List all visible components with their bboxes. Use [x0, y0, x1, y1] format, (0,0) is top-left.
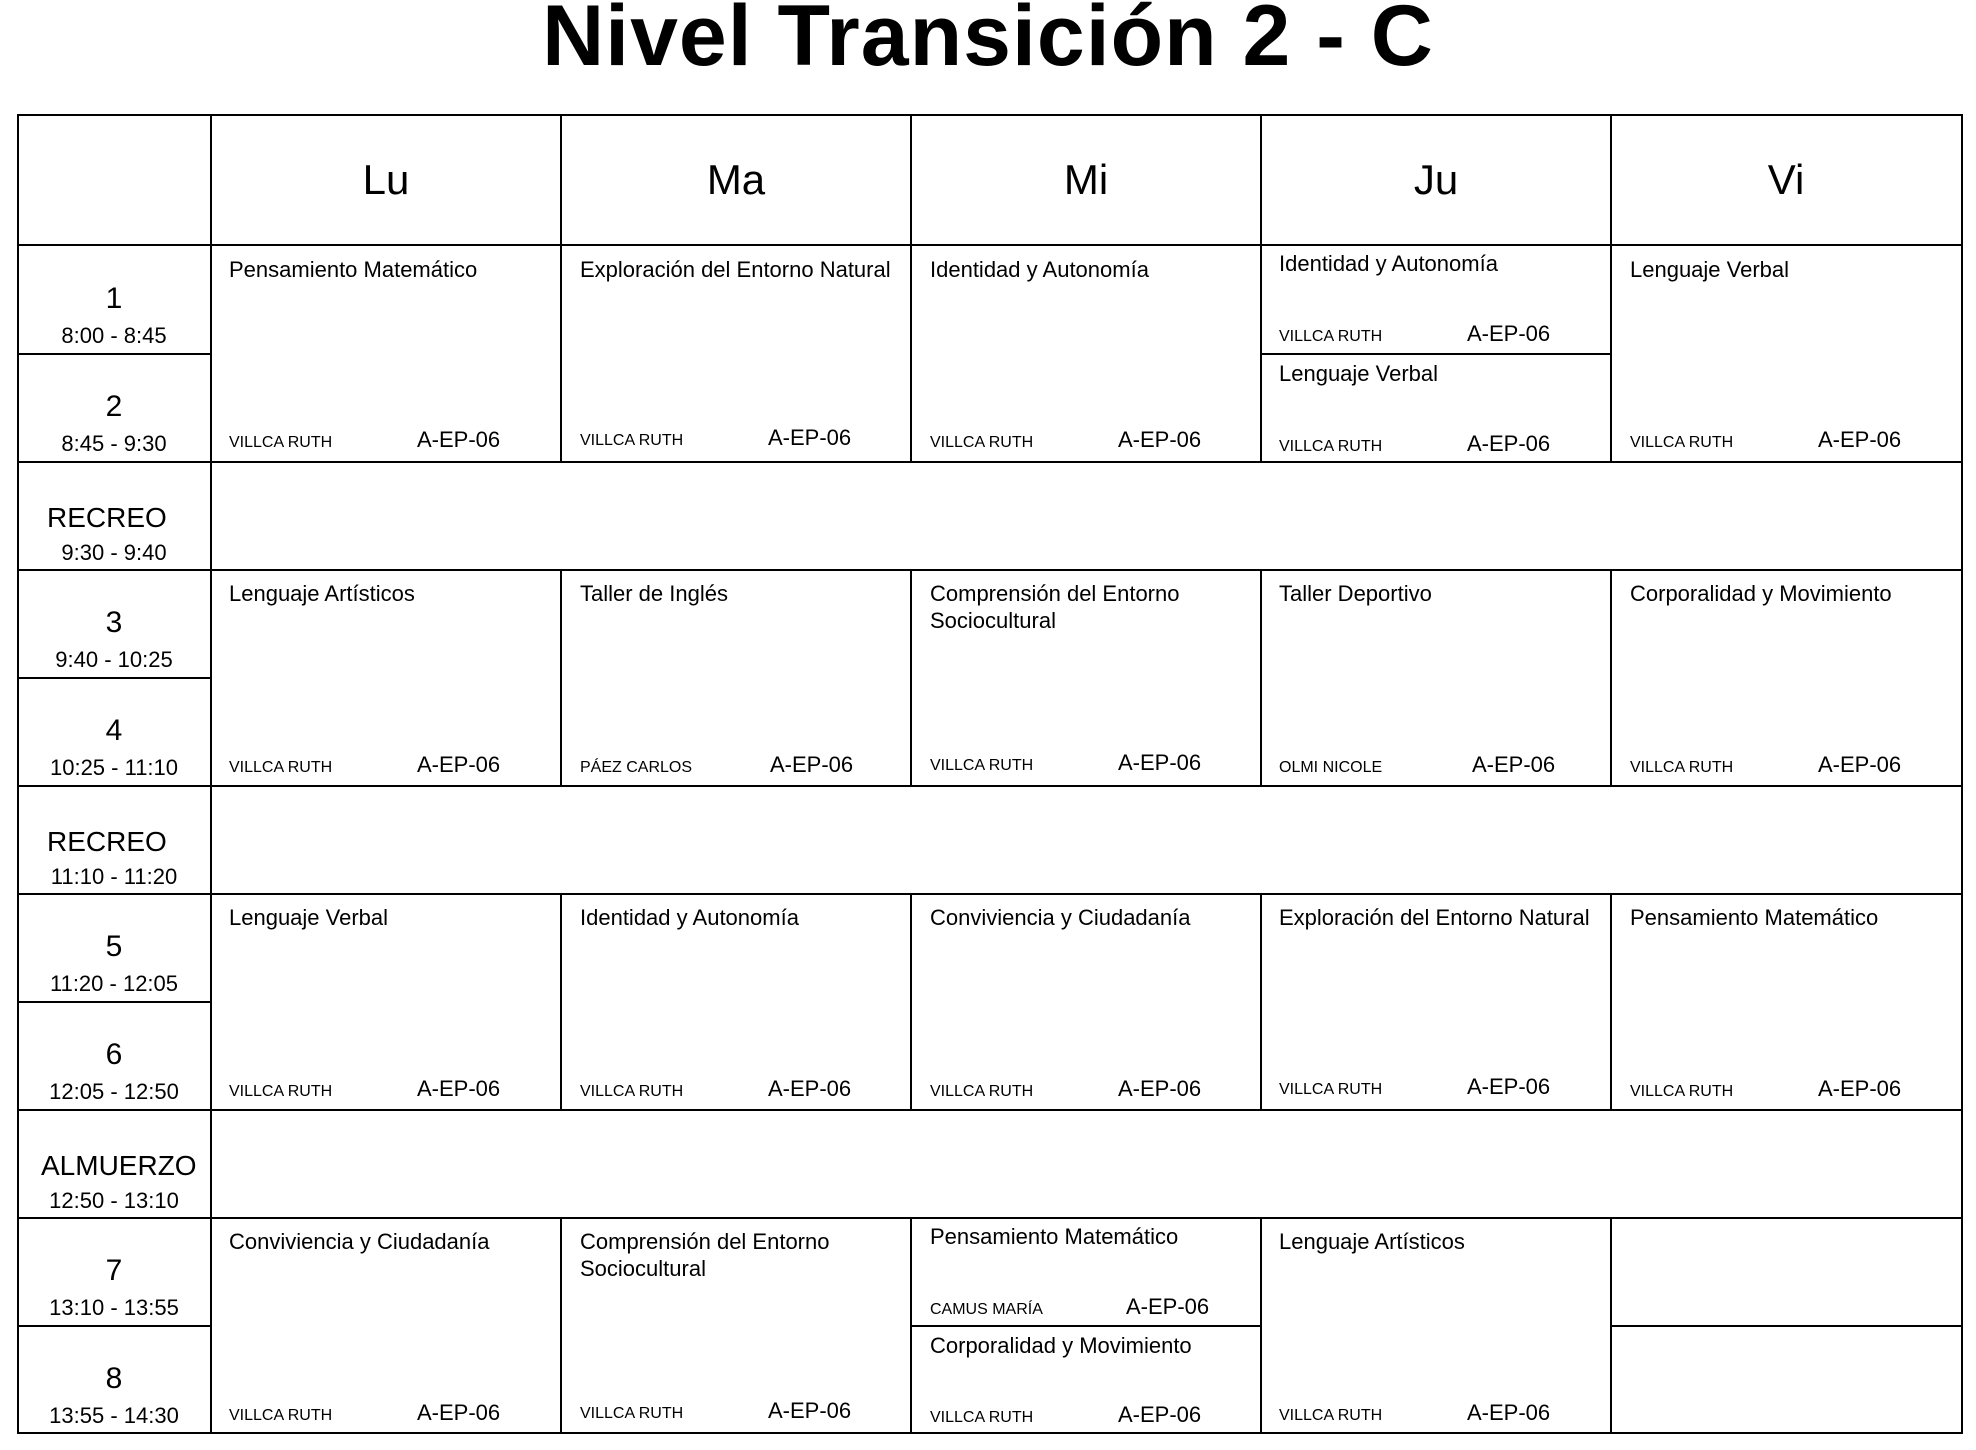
class-room: A-EP-06 — [1467, 1400, 1551, 1425]
class-room: A-EP-06 — [1126, 1294, 1210, 1319]
class-teacher: VILLCA RUTH — [1279, 1407, 1383, 1424]
break-time: 12:50 - 13:10 — [49, 1188, 179, 1213]
break-label: RECREO — [47, 502, 167, 533]
slot-time: 9:40 - 10:25 — [55, 647, 173, 672]
slot-number: 4 — [105, 714, 123, 747]
class-subject: Identidad y Autonomía — [580, 905, 799, 930]
break-time: 9:30 - 9:40 — [61, 540, 167, 565]
class-subject: Corporalidad y Movimiento — [1630, 581, 1892, 606]
class-subject: Lenguaje Verbal — [1279, 361, 1439, 386]
class-room: A-EP-06 — [1818, 752, 1902, 777]
day-header-vi: Vi — [1767, 156, 1805, 203]
class-subject: Lenguaje Artísticos — [229, 581, 415, 606]
day-header-lu: Lu — [362, 156, 410, 203]
class-subject: Taller de Inglés — [580, 581, 728, 606]
day-header-ju: Ju — [1413, 156, 1459, 203]
class-subject: Identidad y Autonomía — [930, 257, 1149, 282]
class-teacher: VILLCA RUTH — [229, 1407, 333, 1424]
day-header-mi: Mi — [1063, 156, 1109, 203]
class-teacher: VILLCA RUTH — [1630, 1083, 1734, 1100]
class-room: A-EP-06 — [417, 1076, 501, 1101]
slot-number: 1 — [105, 282, 123, 315]
class-room: A-EP-06 — [1118, 1402, 1202, 1427]
class-teacher: CAMUS MARÍA — [930, 1301, 1043, 1318]
slot-time: 8:45 - 9:30 — [61, 431, 167, 456]
class-teacher: OLMI NICOLE — [1279, 759, 1383, 776]
class-subject: Corporalidad y Movimiento — [930, 1333, 1192, 1358]
class-subject: Lenguaje Artísticos — [1279, 1229, 1465, 1254]
class-teacher: VILLCA RUTH — [1279, 1081, 1383, 1098]
class-subject: Identidad y Autonomía — [1279, 251, 1498, 276]
slot-number: 3 — [105, 606, 123, 639]
slot-number: 2 — [105, 390, 123, 423]
class-room: A-EP-06 — [1472, 752, 1556, 777]
slot-time: 8:00 - 8:45 — [61, 323, 167, 348]
class-subject: Pensamiento Matemático — [1630, 905, 1879, 930]
class-room: A-EP-06 — [768, 1076, 852, 1101]
class-room: A-EP-06 — [1467, 431, 1551, 456]
class-subject: Conviviencia y Ciudadanía — [930, 905, 1191, 930]
class-teacher: VILLCA RUTH — [229, 1083, 333, 1100]
slot-time: 11:20 - 12:05 — [49, 971, 179, 996]
class-subject: Lenguaje Verbal — [229, 905, 389, 930]
class-subject: Pensamiento Matemático — [229, 257, 478, 282]
page-title: Nivel Transición 2 - C — [542, 0, 1434, 84]
class-teacher: VILLCA RUTH — [1279, 328, 1383, 345]
class-subject: Exploración del Entorno Natural — [1279, 905, 1590, 930]
class-room: A-EP-06 — [1818, 427, 1902, 452]
class-subject: Taller Deportivo — [1279, 581, 1432, 606]
class-room: A-EP-06 — [417, 1400, 501, 1425]
slot-time: 13:10 - 13:55 — [49, 1295, 179, 1320]
class-teacher: VILLCA RUTH — [229, 759, 333, 776]
class-room: A-EP-06 — [768, 425, 852, 450]
class-teacher: VILLCA RUTH — [580, 1083, 684, 1100]
class-teacher: PÁEZ CARLOS — [580, 759, 693, 776]
break-label: ALMUERZO — [41, 1150, 197, 1181]
class-subject: Pensamiento Matemático — [930, 1224, 1179, 1249]
class-teacher: VILLCA RUTH — [930, 757, 1034, 774]
break-time: 11:10 - 11:20 — [50, 864, 178, 889]
class-subject: Comprensión del Entorno Sociocultural — [930, 581, 1180, 633]
class-teacher: VILLCA RUTH — [580, 432, 684, 449]
slot-number: 7 — [105, 1254, 123, 1287]
class-subject: Conviviencia y Ciudadanía — [229, 1229, 490, 1254]
class-teacher: VILLCA RUTH — [930, 1409, 1034, 1426]
class-teacher: VILLCA RUTH — [930, 434, 1034, 451]
class-room: A-EP-06 — [768, 1398, 852, 1423]
slot-number: 5 — [105, 930, 123, 963]
class-teacher: VILLCA RUTH — [1279, 438, 1383, 455]
class-teacher: VILLCA RUTH — [1630, 434, 1734, 451]
day-header-ma: Ma — [706, 156, 766, 203]
class-teacher: VILLCA RUTH — [1630, 759, 1734, 776]
slot-number: 8 — [105, 1362, 123, 1395]
class-teacher: VILLCA RUTH — [930, 1083, 1034, 1100]
class-room: A-EP-06 — [1818, 1076, 1902, 1101]
slot-time: 13:55 - 14:30 — [49, 1403, 179, 1428]
class-room: A-EP-06 — [1118, 427, 1202, 452]
class-room: A-EP-06 — [1467, 1074, 1551, 1099]
class-room: A-EP-06 — [417, 427, 501, 452]
class-teacher: VILLCA RUTH — [229, 434, 333, 451]
class-room: A-EP-06 — [1467, 321, 1551, 346]
class-room: A-EP-06 — [1118, 1076, 1202, 1101]
slot-number: 6 — [105, 1038, 123, 1071]
class-teacher: VILLCA RUTH — [580, 1405, 684, 1422]
class-room: A-EP-06 — [770, 752, 854, 777]
class-subject: Lenguaje Verbal — [1630, 257, 1790, 282]
schedule-grid — [17, 114, 1963, 1434]
slot-time: 10:25 - 11:10 — [49, 755, 179, 780]
class-subject: Comprensión del Entorno Sociocultural — [580, 1229, 830, 1281]
class-room: A-EP-06 — [1118, 750, 1202, 775]
class-subject: Exploración del Entorno Natural — [580, 257, 891, 282]
break-label: RECREO — [47, 826, 167, 857]
slot-time: 12:05 - 12:50 — [49, 1079, 179, 1104]
class-room: A-EP-06 — [417, 752, 501, 777]
